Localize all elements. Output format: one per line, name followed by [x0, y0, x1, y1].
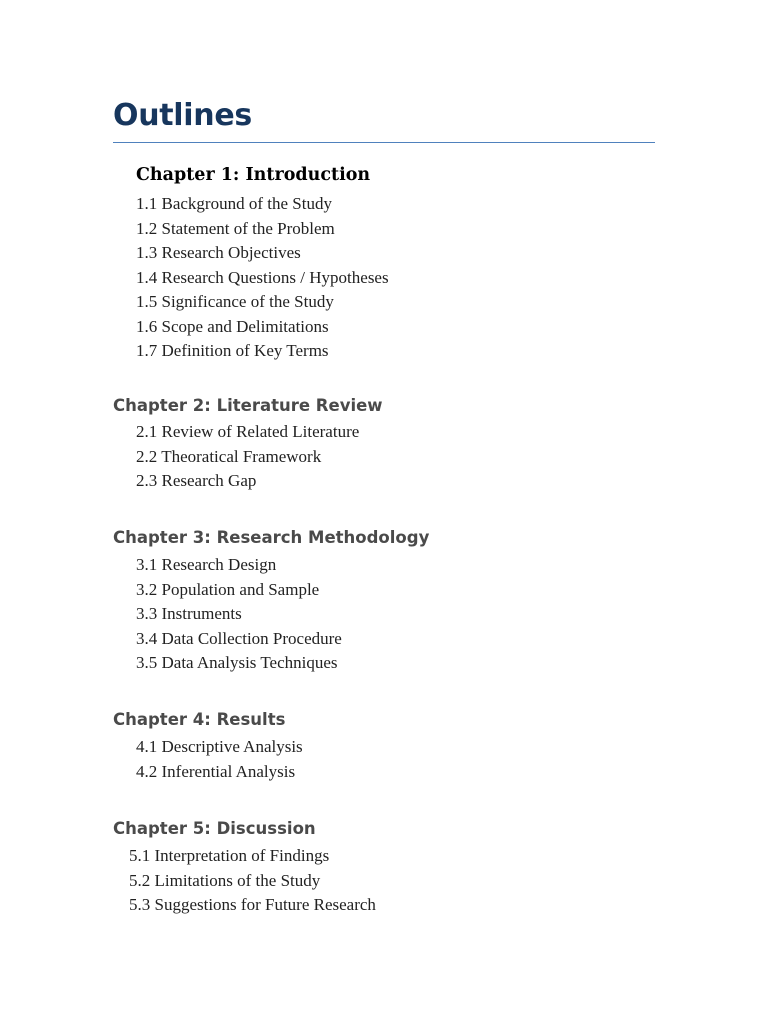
list-item: 5.1 Interpretation of Findings	[129, 846, 330, 865]
list-item: 3.2 Population and Sample	[136, 579, 320, 599]
list-item: 3.4 Data Collection Procedure	[136, 628, 342, 648]
list-item: 1.4 Research Questions / Hypotheses	[136, 267, 389, 287]
list-item: 4.1 Descriptive Analysis	[136, 737, 303, 756]
list-item: 1.3 Research Objectives	[136, 243, 301, 262]
chapter-2-list	[136, 420, 359, 494]
title-divider	[113, 142, 655, 143]
chapter-3-list	[136, 553, 342, 676]
list-item: 3.3 Instruments	[136, 604, 242, 623]
list-item: 1.5 Significance of the Study	[136, 292, 334, 311]
chapter-5-heading: Chapter 5: Discussion	[113, 819, 316, 838]
list-item: 2.3 Research Gap	[136, 471, 257, 490]
list-item: 1.6 Scope and Delimitations	[136, 316, 329, 336]
list-item: 4.2 Inferential Analysis	[136, 761, 296, 781]
list-item: 5.3 Suggestions for Future Research	[129, 895, 376, 914]
list-item: 3.5 Data Analysis Techniques	[136, 653, 338, 672]
chapter-4-heading: Chapter 4: Results	[113, 710, 286, 729]
chapter-3-heading: Chapter 3: Research Methodology	[113, 528, 430, 547]
list-item: 1.2 Statement of the Problem	[136, 218, 335, 238]
list-item: 1.1 Background of the Study	[136, 194, 332, 213]
list-item: 5.2 Limitations of the Study	[129, 870, 321, 890]
list-item: 2.1 Review of Related Literature	[136, 422, 360, 441]
page-title: Outlines	[113, 98, 252, 133]
chapter-5-list	[129, 844, 376, 918]
chapter-2-heading: Chapter 2: Literature Review	[113, 396, 383, 415]
list-item: 2.2 Theoratical Framework	[136, 446, 322, 466]
list-item: 1.7 Definition of Key Terms	[136, 341, 329, 360]
chapter-4-list	[136, 735, 303, 784]
list-item: 3.1 Research Design	[136, 555, 277, 574]
chapter-1-list	[136, 192, 389, 364]
chapter-1-heading: Chapter 1: Introduction	[136, 165, 371, 185]
chapter-1-section	[136, 164, 389, 364]
